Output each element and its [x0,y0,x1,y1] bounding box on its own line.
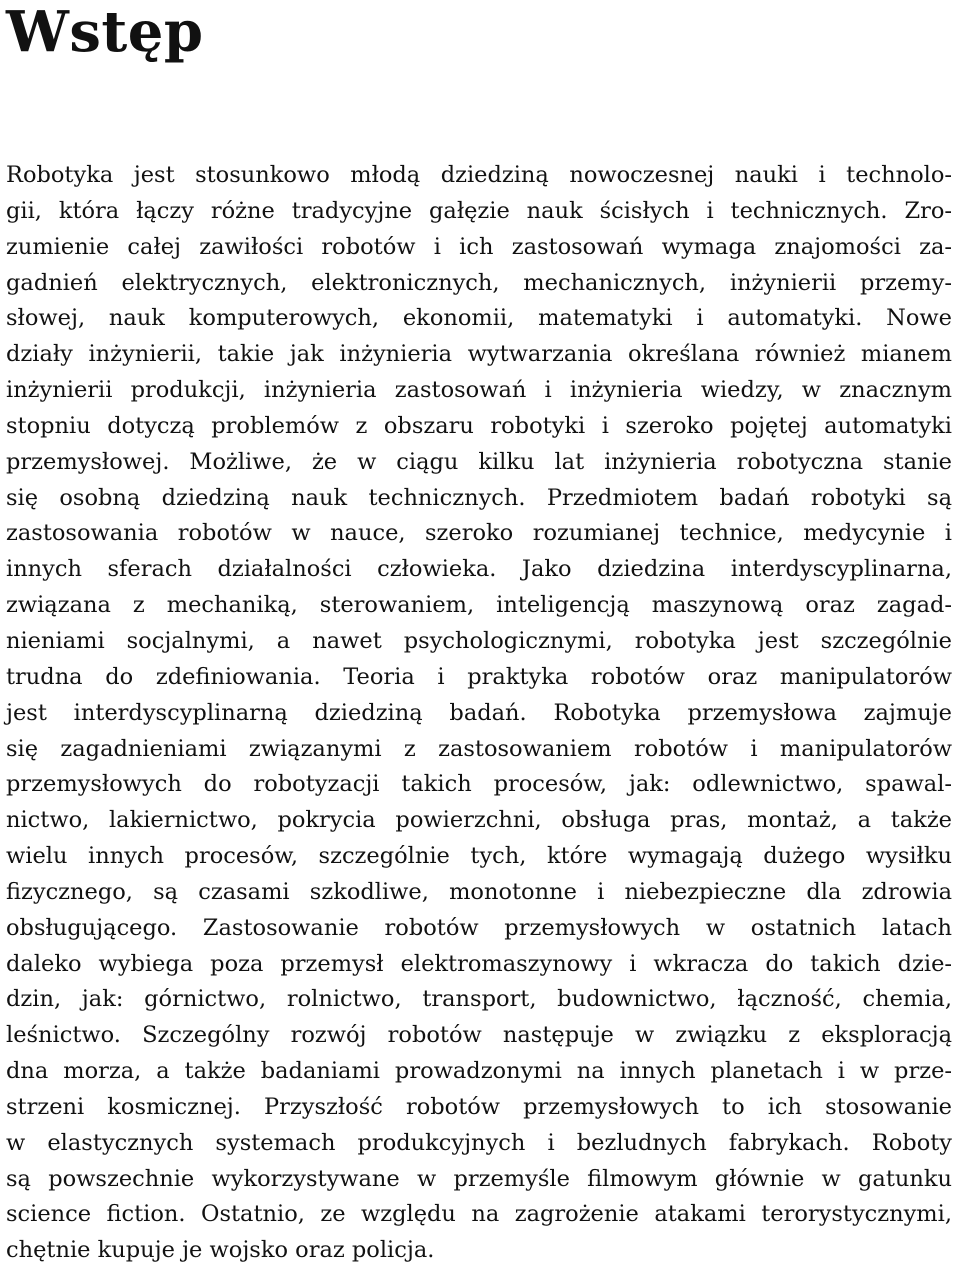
paragraph-line: inżynierii produkcji, inżynieria zastosowań i inżynieria wiedzy, w znacznym [6,377,952,404]
paragraph-line: Robotyka jest stosunkowo młodą dziedziną nowoczesnej nauki i technolo- [6,162,952,188]
paragraph-line: zastosowania robotów w nauce, szeroko rozumianej technice, medycynie i [6,520,952,547]
paragraph-line: dzin, jak: górnictwo, rolnictwo, transport, budownictwo, łączność, chemia, [6,986,952,1013]
paragraph-line: wielu innych procesów, szczególnie tych, które wymagają dużego wysiłku [6,843,952,870]
paragraph-line: się zagadnieniami związanymi z zastosowaniem robotów i manipulatorów [6,735,952,762]
paragraph-line: przemysłowych do robotyzacji takich procesów, jak: odlewnictwo, spawal- [6,771,952,798]
paragraph-line: słowej, nauk komputerowych, ekonomii, matematyki i automatyki. Nowe [6,305,952,332]
paragraph-line: trudna do zdefiniowania. Teoria i praktyka robotów oraz manipulatorów [6,663,952,690]
paragraph-line: nictwo, lakiernictwo, pokrycia powierzchni, obsługa pras, montaż, a także [6,807,952,834]
paragraph-line: przemysłowej. Możliwe, że w ciągu kilku lat inżynieria robotyczna stanie [6,448,952,475]
paragraph-line: działy inżynierii, takie jak inżynieria wytwarzania określana również mianem [6,341,952,368]
paragraph-line: science fiction. Ostatnio, ze względu na zagrożenie atakami terorystycznymi, [6,1201,952,1228]
paragraph-line: fizycznego, są czasami szkodliwe, monotonne i niebezpieczne dla zdrowia [6,878,952,905]
paragraph-line: związana z mechaniką, sterowaniem, inteligencją maszynową oraz zagad- [6,592,952,619]
chapter-heading: Wstęp [6,0,204,65]
paragraph-line: obsługującego. Zastosowanie robotów przemysłowych w ostatnich latach [6,914,952,941]
paragraph-line: daleko wybiega poza przemysł elektromaszynowy i wkracza do takich dzie- [6,950,952,977]
paragraph-line: stopniu dotyczą problemów z obszaru robotyki i szeroko pojętej automatyki [6,412,952,439]
paragraph-line: strzeni kosmicznej. Przyszłość robotów przemysłowych to ich stosowanie [6,1093,952,1120]
paragraph-line: nieniami socjalnymi, a nawet psychologicznymi, robotyka jest szczególnie [6,627,952,654]
paragraph-line: są powszechnie wykorzystywane w przemyśle filmowym głównie w gatunku [6,1165,952,1192]
paragraph-line: dna morza, a także badaniami prowadzonymi na innych planetach i w prze- [6,1058,952,1085]
paragraph-line: zumienie całej zawiłości robotów i ich zastosowań wymaga znajomości za- [6,233,952,260]
paragraph-line: gadnień elektrycznych, elektronicznych, mechanicznych, inżynierii przemy- [6,269,952,296]
paragraph-line: się osobną dziedziną nauk technicznych. Przedmiotem badań robotyki są [6,484,952,511]
paragraph-line: w elastycznych systemach produkcyjnych i bezludnych fabrykach. Roboty [6,1129,952,1156]
paragraph-line: jest interdyscyplinarną dziedziną badań. Robotyka przemysłowa zajmuje [6,699,952,726]
paragraph-line: chętnie kupuje je wojsko oraz policja. [6,1237,435,1264]
paragraph-line: leśnictwo. Szczególny rozwój robotów następuje w związku z eksploracją [6,1022,952,1049]
body-paragraph [6,158,952,1269]
paragraph-line: gii, która łączy różne tradycyjne gałęzie nauk ścisłych i technicznych. Zro- [6,197,952,224]
paragraph-line: innych sferach działalności człowieka. Jako dziedzina interdyscyplinarna, [6,556,952,583]
